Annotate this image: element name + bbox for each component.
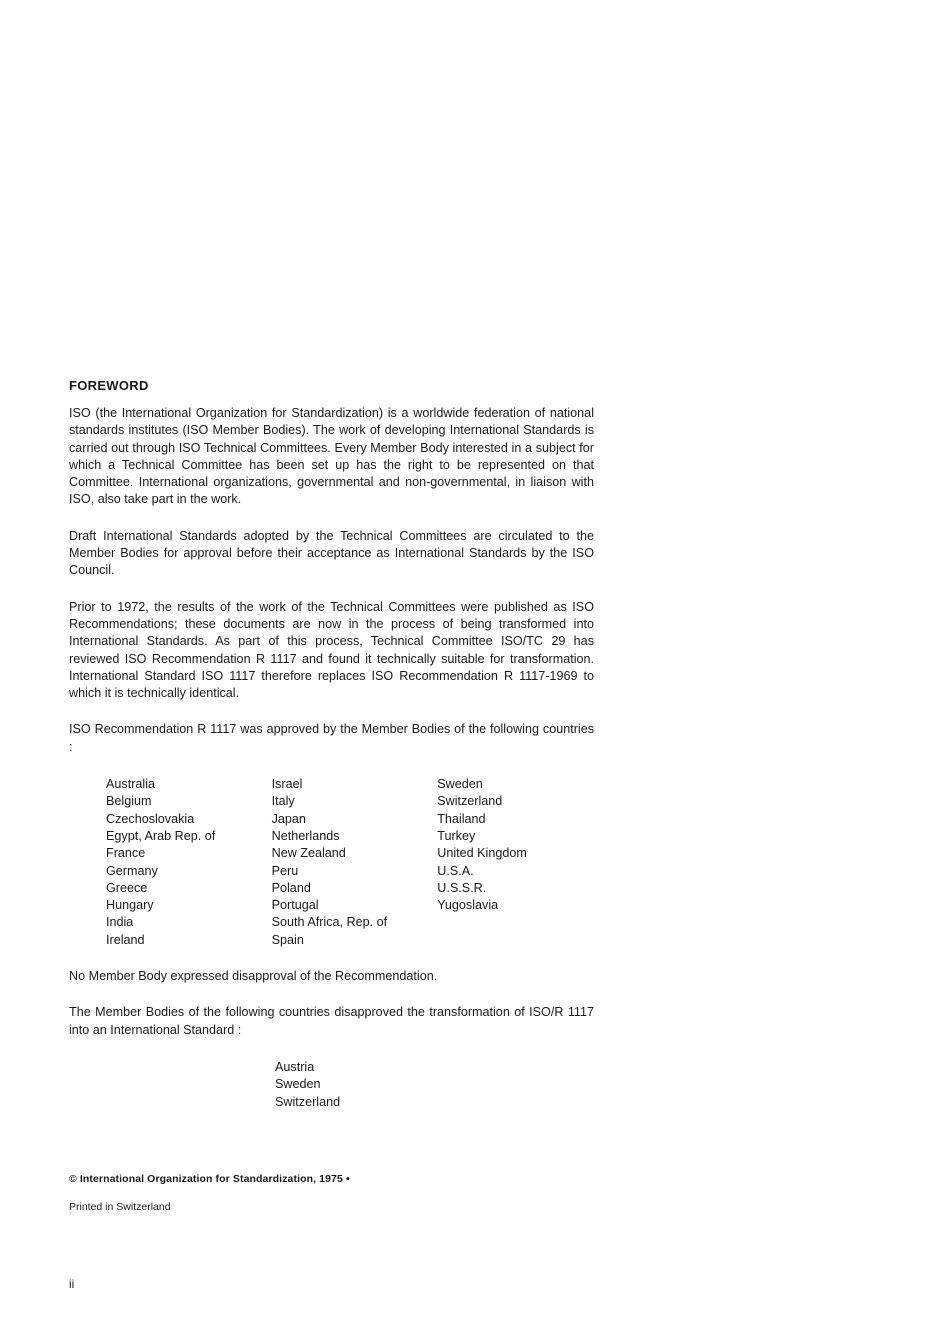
- paragraph-approval-intro: ISO Recommendation R 1117 was approved by the Member Bodies of the following countries :: [69, 722, 594, 754]
- country: Sweden: [437, 777, 483, 792]
- foreword-heading: FOREWORD: [69, 378, 149, 393]
- country: France: [106, 846, 146, 861]
- paragraph-draft-standards: Draft International Standards adopted by the Technical Committees are circulated to the Member Bodies for approval before their acceptance as International Standards by the ISO Council.: [69, 528, 594, 578]
- country: U.S.A.: [437, 863, 474, 878]
- country: Thailand: [437, 811, 486, 826]
- country: Peru: [271, 863, 299, 878]
- countries-column-2: [272, 776, 438, 949]
- country: United Kingdom: [437, 846, 527, 861]
- country: Netherlands: [271, 828, 340, 843]
- page-number: ii: [69, 1277, 75, 1291]
- country: Australia: [106, 777, 155, 792]
- countries-column-3: [437, 776, 594, 949]
- disapproval-intro: The Member Bodies of the following countries disapproved the transformation of ISO/R 1117 into an International Standard :: [69, 1005, 594, 1037]
- country: Turkey: [437, 828, 476, 843]
- country: India: [106, 915, 134, 930]
- country: Switzerland: [275, 1094, 341, 1109]
- foreword-section: [69, 378, 594, 1111]
- country: Japan: [271, 811, 306, 826]
- disapproving-countries-list: [275, 1059, 594, 1111]
- country: Yugoslavia: [437, 898, 499, 913]
- country: South Africa, Rep. of: [271, 915, 388, 930]
- country: Greece: [106, 880, 148, 895]
- country: Poland: [271, 880, 311, 895]
- country: Ireland: [106, 932, 145, 947]
- country: New Zealand: [271, 846, 346, 861]
- country: Hungary: [106, 898, 154, 913]
- country: Czechoslovakia: [106, 811, 195, 826]
- country: Germany: [106, 863, 158, 878]
- country: Portugal: [271, 898, 319, 913]
- paragraph-prior-1972: Prior to 1972, the results of the work of the Technical Committees were published as ISO Recommendations; these documents are now in the process of being transformed into International Standards. As part of this process, Technical Committee ISO/TC 29 has reviewed ISO Recommendation R 1117 and found it technically suitable for transformation. International Standard ISO 1117 therefore replaces ISO Recommendation R 1117-1969 to which it is technically identical.: [69, 599, 594, 701]
- printed-in-notice: Printed in Switzerland: [69, 1201, 171, 1213]
- country: Belgium: [106, 794, 152, 809]
- paragraph-iso-intro: ISO (the International Organization for Standardization) is a worldwide federation of national standards institutes (ISO Member Bodies). The work of developing International Standards is carried out through ISO Technical Committees. Every Member Body interested in a subject for which a Technical Committee has been set up has the right to be represented on that Committee. International organizations, governmental and non-governmental, in liaison with ISO, also take part in the work.: [69, 406, 594, 507]
- no-disapproval-statement: No Member Body expressed disapproval of the Recommendation.: [69, 969, 438, 984]
- country: Egypt, Arab Rep. of: [106, 828, 216, 843]
- country: Sweden: [275, 1077, 321, 1092]
- countries-column-1: [106, 776, 272, 949]
- approving-countries-list: [106, 776, 594, 949]
- country: Israel: [271, 777, 303, 792]
- country: Spain: [271, 932, 304, 947]
- country: Italy: [271, 794, 295, 809]
- copyright-notice: © International Organization for Standardization, 1975 •: [69, 1173, 350, 1185]
- country: Switzerland: [437, 794, 503, 809]
- country: Austria: [275, 1059, 315, 1074]
- country: U.S.S.R.: [437, 880, 487, 895]
